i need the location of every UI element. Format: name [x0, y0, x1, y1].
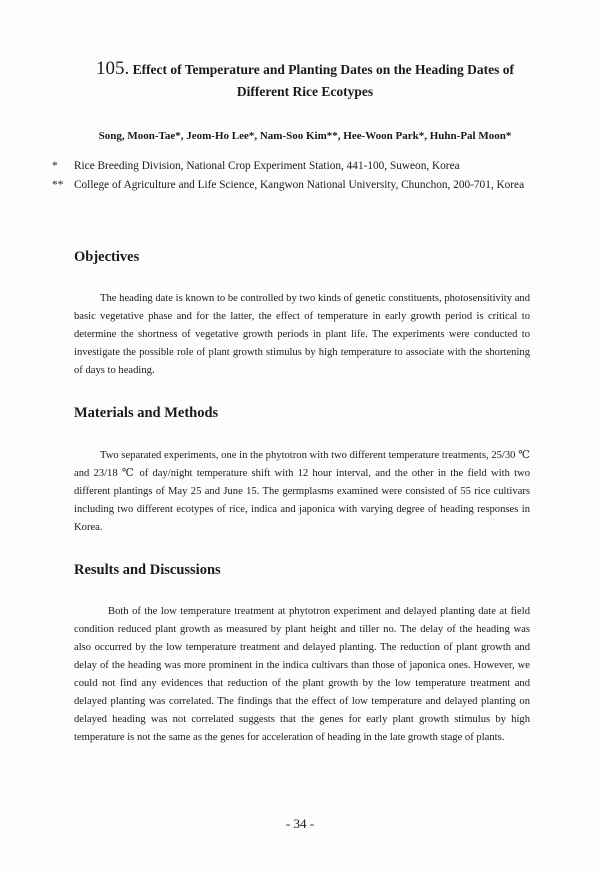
abstract-number: 105.	[95, 58, 130, 79]
objectives-paragraph	[74, 290, 530, 380]
page-number: - 34 -	[285, 816, 315, 831]
title-line-1: Effect of Temperature and Planting Dates on the Heading Dates of	[132, 62, 515, 77]
methods-heading: Materials and Methods	[74, 405, 219, 421]
affiliation-1-text: Rice Breeding Division, National Crop Experiment Station, 441-100, Suweon, Korea	[74, 160, 460, 172]
results-heading: Results and Discussions	[74, 562, 221, 578]
methods-text: Two separated experiments, one in the phytotron with two different temperature treatments, 25/30 ℃ and 23/18 ℃ of day/night temperature shift with 12 hour interval, and the other in the field with two different plantings of May 25 and June 15. The germplasms examined were consisted of 55 rice cultivars including two different ecotypes of rice, indica and japonica with varying degree of heading responses in Korea.	[74, 450, 530, 533]
paper-title	[40, 58, 570, 103]
results-paragraph	[74, 603, 530, 747]
affiliation-1-mark: *	[52, 160, 58, 172]
title-line-2: Different Rice Ecotypes	[236, 84, 374, 99]
author-list: Song, Moon-Tae*, Jeom-Ho Lee*, Nam-Soo Kim**, Hee-Woon Park*, Huhn-Pal Moon*	[98, 130, 512, 142]
results-text: Both of the low temperature treatment at phytotron experiment and delayed planting date at field condition reduced plant growth as measured by plant height and tiller no. The delay of the heading was also occurred by the low temperature treatment and delayed planting. The reduction of plant growth and delay of the heading was more prominent in the indica cultivars than those of japonica ones. However, we could not find any evidences that reduction of the plant growth by the low temperature treatment and delayed planting was correlated. The findings that the effect of low temperature and delayed planting on delayed heading was not correlated suggests that the genes for early plant growth stimulus by high temperature is not the same as the genes for acceleration of heading in the late growth stage of plants.	[74, 606, 530, 743]
methods-paragraph	[74, 447, 530, 537]
affiliation-1	[52, 157, 574, 175]
affiliation-2-mark: **	[52, 179, 64, 191]
objectives-text: The heading date is known to be controlled by two kinds of genetic constituents, photosensitivity and basic vegetative phase and for the latter, the effect of temperature in early growth period is critical to determine the shortness of vegetative growth periods in plant life. The experiments were conducted to investigate the possible role of plant growth stimulus by high temperature to associate with the shortening of days to heading.	[74, 293, 530, 376]
objectives-heading: Objectives	[74, 249, 140, 265]
affiliation-2	[52, 176, 574, 194]
affiliation-2-text: College of Agriculture and Life Science, Kangwon National University, Chunchon, 200-701, Korea	[74, 179, 525, 191]
